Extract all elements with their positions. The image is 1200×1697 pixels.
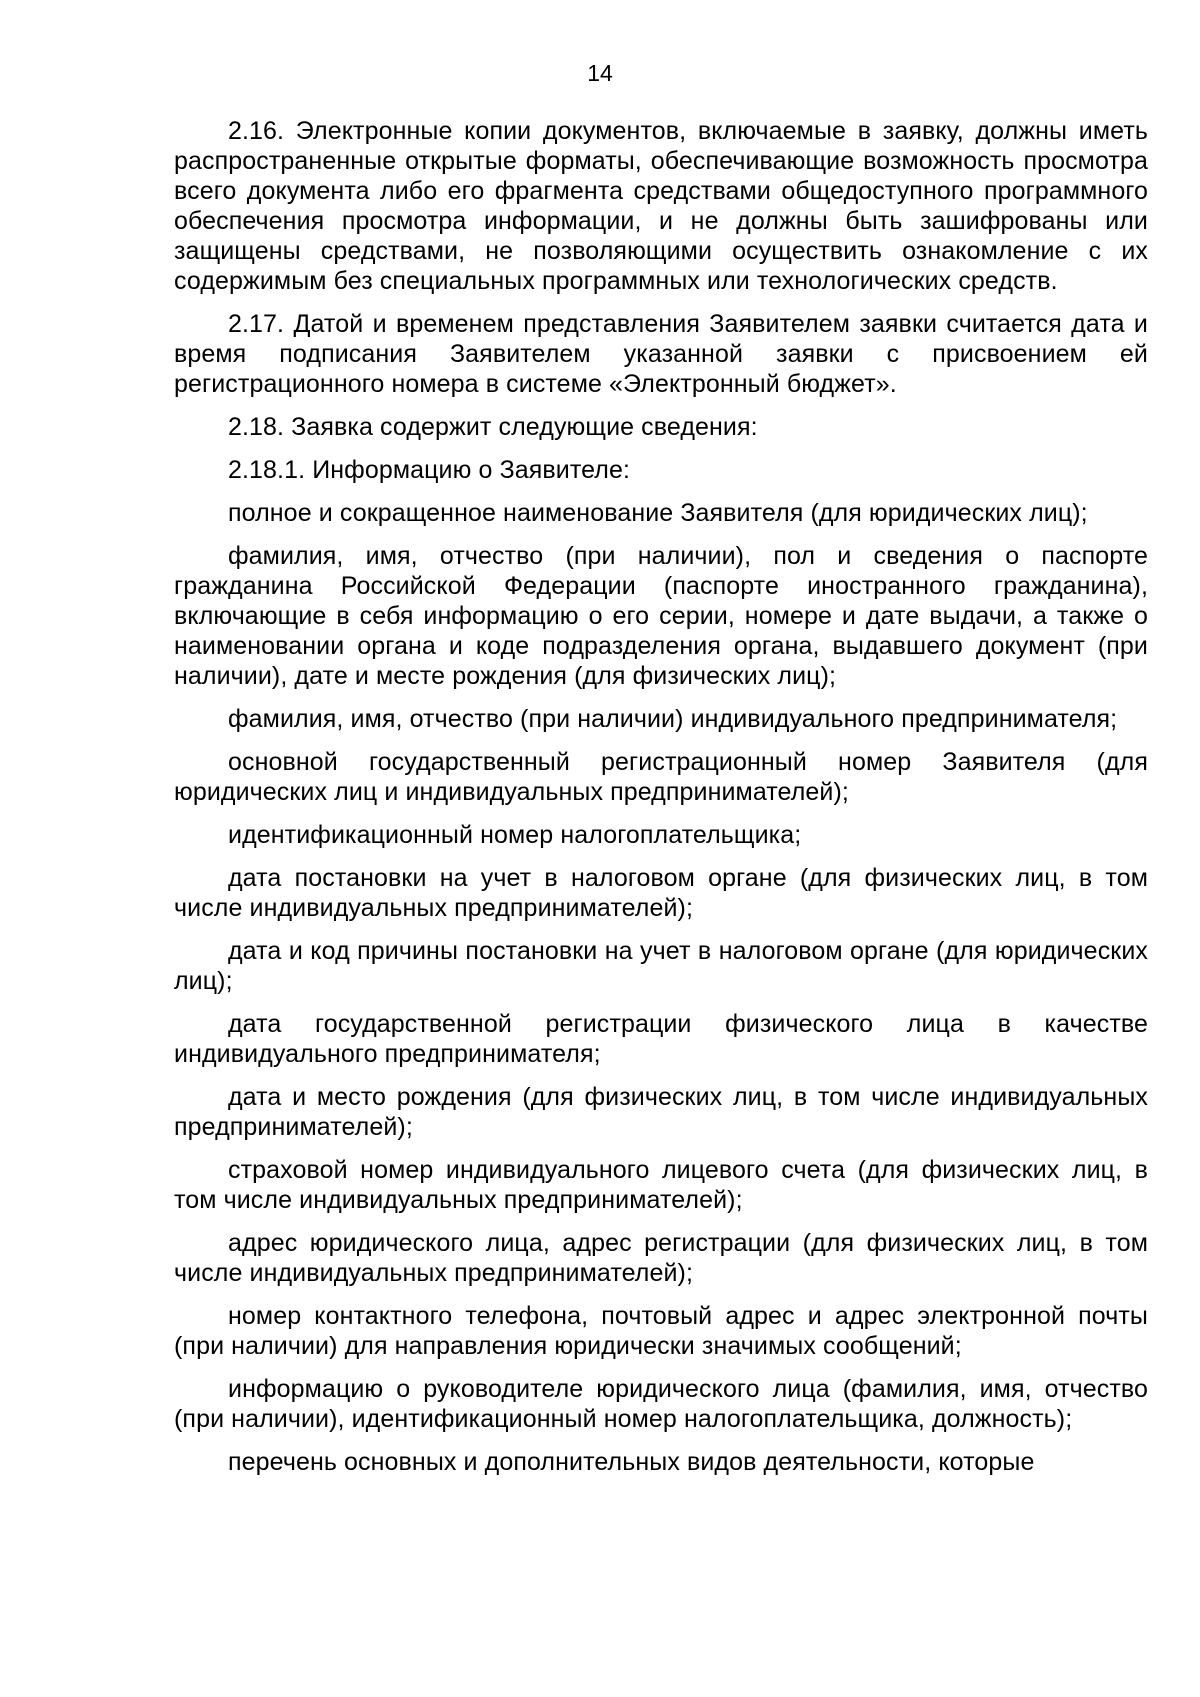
list-item-address: адрес юридического лица, адрес регистрации (для физических лиц, в том числе индивидуальных предпринимателей); xyxy=(174,1229,1148,1287)
list-item-full-name: полное и сокращенное наименование Заявителя (для юридических лиц); xyxy=(228,499,1088,527)
paragraph-2-17: 2.17. Датой и временем представления Заявителем заявки считается дата и время подписания Заявителем указанной заявки с присвоением ей регистрационного номера в системе «Электронный бюджет». xyxy=(174,310,1148,398)
list-item-tax-registration-date: дата постановки на учет в налоговом органе (для физических лиц, в том числе индивидуальных предпринимателей); xyxy=(174,864,1148,922)
list-item-contacts: номер контактного телефона, почтовый адрес и адрес электронной почты (при наличии) для направления юридически значимых сообщений; xyxy=(174,1302,1148,1360)
paragraph-2-18-1: 2.18.1. Информацию о Заявителе: xyxy=(228,456,631,484)
paragraph-2-18: 2.18. Заявка содержит следующие сведения: xyxy=(228,413,758,441)
list-item-state-registration-date: дата государственной регистрации физического лица в качестве индивидуального предпринимателя; xyxy=(174,1010,1148,1068)
list-item-ogrn: основной государственный регистрационный номер Заявителя (для юридических лиц и индивидуальных предпринимателей); xyxy=(174,748,1148,806)
list-item-activities: перечень основных и дополнительных видов деятельности, которые xyxy=(228,1448,1035,1476)
list-item-entrepreneur-name: фамилия, имя, отчество (при наличии) индивидуального предпринимателя; xyxy=(228,705,1118,733)
list-item-inn: идентификационный номер налогоплательщика; xyxy=(228,821,802,849)
list-item-head-info: информацию о руководителе юридического лица (фамилия, имя, отчество (при наличии), идентификационный номер налогоплательщика, должность); xyxy=(174,1375,1148,1433)
list-item-passport: фамилия, имя, отчество (при наличии), пол и сведения о паспорте гражданина Российской Федерации (паспорте иностранного гражданина), включающие в себя информацию о его серии, номере и дате выдачи, а также о наименовании органа и коде подразделения органа, выдавшего документ (при наличии), дате и месте рождения (для физических лиц); xyxy=(174,542,1148,690)
document-body xyxy=(174,116,1148,1477)
list-item-birth: дата и место рождения (для физических лиц, в том числе индивидуальных предпринимателей); xyxy=(174,1083,1148,1141)
list-item-kpp: дата и код причины постановки на учет в налоговом органе (для юридических лиц); xyxy=(174,937,1148,995)
list-item-snils: страховой номер индивидуального лицевого счета (для физических лиц, в том числе индивидуальных предпринимателей); xyxy=(174,1156,1148,1214)
page-number: 14 xyxy=(587,60,613,86)
paragraph-2-16: 2.16. Электронные копии документов, включаемые в заявку, должны иметь распространенные открытые форматы, обеспечивающие возможность просмотра всего документа либо его фрагмента средствами общедоступного программного обеспечения просмотра информации, и не должны быть зашифрованы или защищены средствами, не позволяющими осуществить ознакомление с их содержимым без специальных программных или технологических средств. xyxy=(174,117,1148,295)
